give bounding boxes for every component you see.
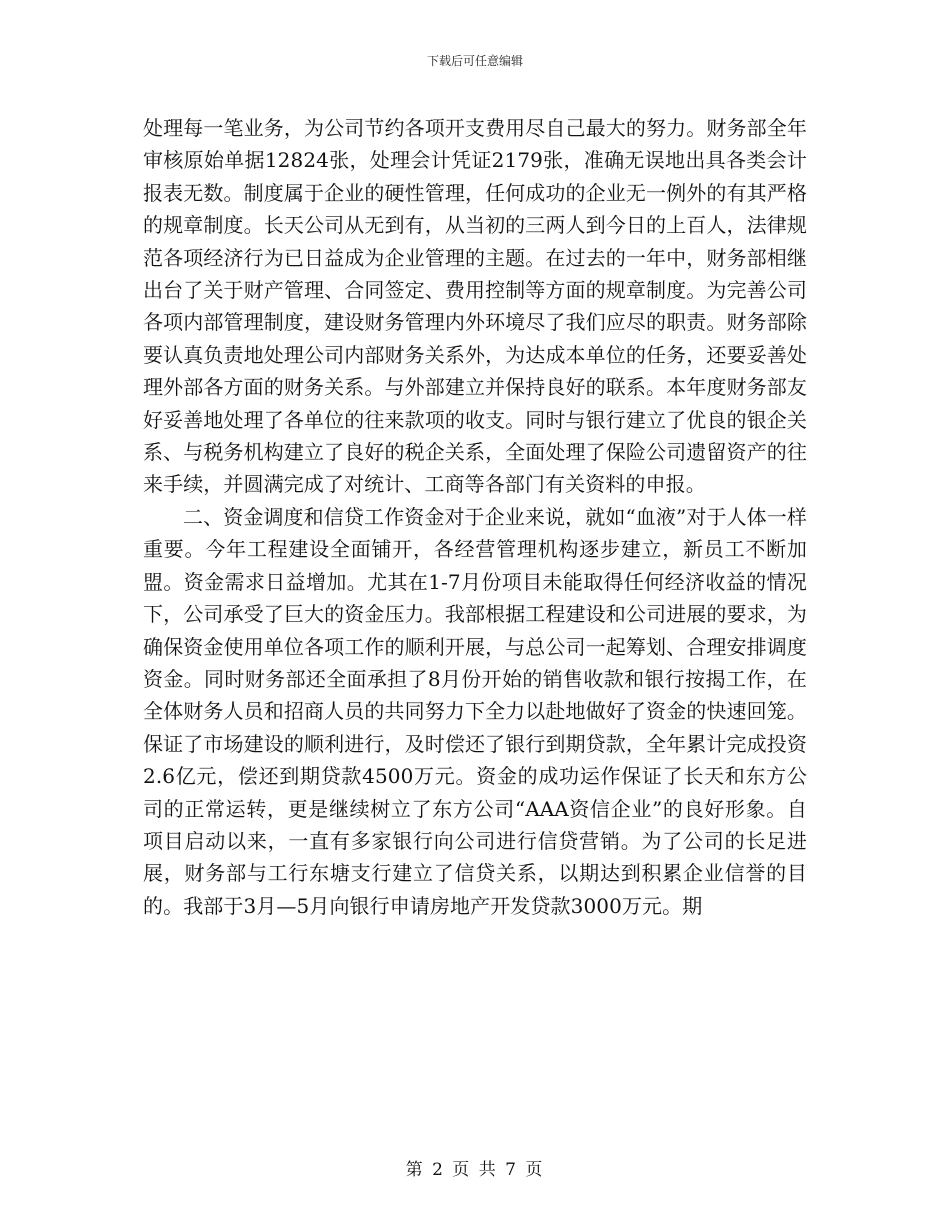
paragraph-1: 处理每一笔业务，为公司节约各项开支费用尽自己最大的努力。财务部全年审核原始单据12824张，处理会计凭证2179张，准确无误地出具各类会计报表无数。制度属于企业的硬性管理，任何成功的企业无一例外的有其严格的规章制度。长天公司从无到有，从当初的三两人到今日的上百人，法律规范各项经济行为已日益成为企业管理的主题。在过去的一年中，财务部相继出台了关于财产管理、合同签定、费用控制等方面的规章制度。为完善公司各项内部管理制度，建设财务管理内外环境尽了我们应尽的职责。财务部除要认真负责地处理公司内部财务关系外，为达成本单位的任务，还要妥善处理外部各方面的财务关系。与外部建立并保持良好的联系。本年度财务部友好妥善地处理了各单位的往来款项的收支。同时与银行建立了优良的银企关系、与税务机构建立了良好的税企关系，全面处理了保险公司遗留资产的往来手续，并圆满完成了对统计、工商等各部门有关资料的申报。	[143, 116, 807, 497]
document-body	[143, 112, 807, 922]
page-header-note: 下载后可任意编辑	[426, 54, 523, 68]
page-number-footer: 第 2 页 共 7 页	[405, 1160, 545, 1180]
paragraph-2: 二、资金调度和信贷工作资金对于企业来说，就如“血液”对于人体一样重要。今年工程建设全面铺开，各经营管理机构逐步建立，新员工不断加盟。资金需求日益增加。尤其在1-7月份项目未能取得任何经济收益的情况下，公司承受了巨大的资金压力。我部根据工程建设和公司进展的要求，为确保资金使用单位各项工作的顺利开展，与总公司一起筹划、合理安排调度资金。同时财务部还全面承担了8月份开始的销售收款和银行按揭工作，在全体财务人员和招商人员的共同努力下全力以赴地做好了资金的快速回笼。保证了市场建设的顺利进行，及时偿还了银行到期贷款，全年累计完成投资2.6亿元，偿还到期贷款4500万元。资金的成功运作保证了长天和东方公司的正常运转，更是继续树立了东方公司“AAA资信企业”的良好形象。自项目启动以来，一直有多家银行向公司进行信贷营销。为了公司的长足进展，财务部与工行东塘支行建立了信贷关系，以期达到积累企业信誉的目的。我部于3月—5月向银行申请房地产开发贷款3000万元。期	[143, 504, 807, 918]
